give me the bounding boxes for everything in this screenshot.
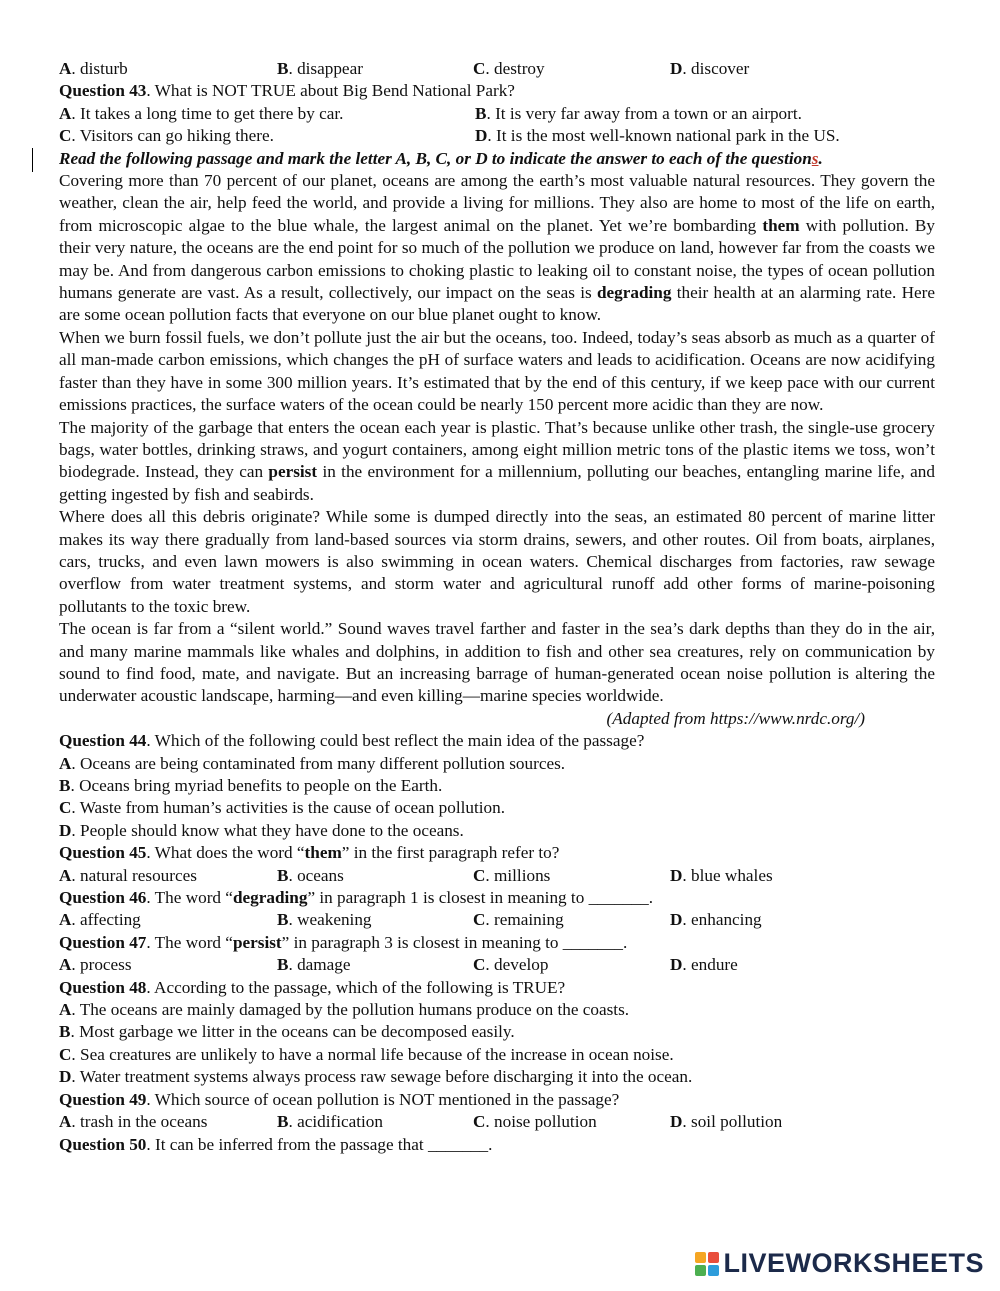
q42-option-b[interactable]: B. disappear [277, 59, 363, 78]
q50-question: Question 50. It can be inferred from the passage that _______. [59, 1134, 493, 1154]
q43-option-b[interactable]: B. It is very far away from a town or an airport. [475, 103, 802, 123]
q49-options [59, 1111, 935, 1133]
q45-option-a[interactable]: A. natural resources [59, 865, 197, 885]
q43-options-row2 [59, 125, 935, 147]
passage-paragraph-1: Covering more than 70 percent of our planet, oceans are among the earth’s most valuable natural resources. They govern the weather, clean the air, help feed the world, and provide a living for millions. They also are home to most of the life on earth, from microscopic algae to the blue whale, the largest animal on the planet. Yet we’re bombarding them with pollution. By their very nature, the oceans are the end point for so much of the pollution we produce on land, however far from the coasts we may be. And from dangerous carbon emissions to choking plastic to leaking oil to constant noise, the types of ocean pollution humans generate are vast. As a result, collectively, our impact on the seas is degrading their health at an alarming rate. Here are some ocean pollution facts that everyone on our blue planet ought to know. [59, 171, 935, 325]
passage-paragraph-4: Where does all this debris originate? While some is dumped directly into the seas, an estimated 80 percent of marine litter makes its way there gradually from land-based sources via storm drains, sewers, and other routes. Oil from boats, airplanes, cars, trucks, and even lawn mowers is also swimming in ocean waters. Chemical discharges from factories, raw sewage overflow from water treatment systems, and storm water and agricultural runoff add other forms of marine-poisoning pollutants to the toxic brew. [59, 507, 935, 616]
q45-options [59, 865, 935, 887]
q47-option-a[interactable]: A. process [59, 955, 132, 975]
q47-option-d[interactable]: D. endure [670, 955, 738, 975]
q42-option-d[interactable]: D. discover [670, 59, 750, 78]
q48-option-c[interactable]: C. Sea creatures are unlikely to have a normal life because of the increase in ocean noise. [59, 1044, 674, 1064]
q45-question: Question 45. What does the word “them” in the first paragraph refer to? [59, 843, 560, 863]
q44-question: Question 44. Which of the following could best reflect the main idea of the passage? [59, 731, 645, 751]
q48-option-a[interactable]: A. The oceans are mainly damaged by the pollution humans produce on the coasts. [59, 1000, 630, 1020]
q44-option-b[interactable]: B. Oceans bring myriad benefits to people on the Earth. [59, 776, 443, 795]
q42-option-c[interactable]: C. destroy [473, 59, 545, 78]
q43-options-row1 [59, 103, 935, 125]
q47-option-b[interactable]: B. damage [277, 955, 351, 975]
liveworksheets-wordmark: LIVEWORKSHEETS [723, 1248, 984, 1278]
logo-square-1 [695, 1252, 706, 1263]
logo-square-4 [708, 1265, 719, 1276]
q44-option-c[interactable]: C. Waste from human’s activities is the cause of ocean pollution. [59, 798, 506, 818]
logo-square-2 [708, 1252, 719, 1263]
liveworksheets-icon [695, 1252, 719, 1276]
passage-source: (Adapted from https://www.nrdc.org/) [606, 708, 865, 728]
bold-word-degrading: degrading [596, 283, 672, 303]
liveworksheets-logo[interactable] [695, 1248, 984, 1279]
q42-options [59, 58, 935, 80]
q43-question: Question 43. What is NOT TRUE about Big Bend National Park? [59, 81, 515, 101]
q42-option-a[interactable]: A. disturb [59, 59, 128, 78]
q49-question: Question 49. Which source of ocean pollution is NOT mentioned in the passage? [59, 1089, 620, 1109]
q48-option-d[interactable]: D. Water treatment systems always process raw sewage before discharging it into the ocean. [59, 1067, 693, 1087]
q49-option-d[interactable]: D. soil pollution [670, 1112, 783, 1132]
passage-paragraph-2: When we burn fossil fuels, we don’t pollute just the air but the oceans, too. Indeed, today’s seas absorb as much as a quarter of all man-made carbon emissions, which changes the pH of surface waters and leads to acidification. Oceans are now acidifying faster than they have in some 300 million years. It’s estimated that by the end of this century, if we keep pace with our current emissions practices, the surface waters of the ocean could be nearly 150 percent more acidic than they are now. [59, 327, 935, 415]
q46-option-c[interactable]: C. remaining [473, 910, 564, 930]
q45-option-d[interactable]: D. blue whales [670, 865, 773, 885]
q44-option-a[interactable]: A. Oceans are being contaminated from many different pollution sources. [59, 753, 566, 773]
q47-option-c[interactable]: C. develop [473, 955, 549, 975]
q48-question: Question 48. According to the passage, which of the following is TRUE? [59, 977, 566, 997]
q47-question: Question 47. The word “persist” in paragraph 3 is closest in meaning to _______. [59, 932, 628, 952]
q45-option-b[interactable]: B. oceans [277, 865, 344, 885]
bold-word-them: them [762, 215, 800, 235]
q45-option-c[interactable]: C. millions [473, 865, 551, 885]
highlighted-letter: s [811, 148, 819, 168]
logo-square-3 [695, 1265, 706, 1276]
worksheet-page [59, 58, 935, 1156]
q47-options [59, 954, 935, 976]
text-cursor [32, 148, 33, 172]
reading-instruction: Read the following passage and mark the letter A, B, C, or D to indicate the answer to each of the questions. [59, 148, 823, 168]
q46-options [59, 909, 935, 931]
q43-option-a[interactable]: A. It takes a long time to get there by car. [59, 103, 344, 123]
q46-option-d[interactable]: D. enhancing [670, 910, 762, 930]
q46-option-a[interactable]: A. affecting [59, 910, 141, 930]
q43-option-d[interactable]: D. It is the most well-known national park in the US. [475, 126, 840, 146]
bold-word-persist: persist [268, 462, 318, 482]
q49-option-c[interactable]: C. noise pollution [473, 1112, 597, 1132]
q48-option-b[interactable]: B. Most garbage we litter in the oceans can be decomposed easily. [59, 1022, 515, 1042]
q44-option-d[interactable]: D. People should know what they have done to the oceans. [59, 820, 464, 840]
q43-option-c[interactable]: C. Visitors can go hiking there. [59, 126, 274, 146]
q49-option-b[interactable]: B. acidification [277, 1112, 383, 1132]
q49-option-a[interactable]: A. trash in the oceans [59, 1112, 208, 1132]
q46-option-b[interactable]: B. weakening [277, 910, 372, 930]
passage-paragraph-3: The majority of the garbage that enters the ocean each year is plastic. That’s because unlike other trash, the single-use grocery bags, water bottles, drinking straws, and yogurt containers, among eight million metric tons of the plastic items we toss, won’t biodegrade. Instead, they can persist in the environment for a millennium, polluting our beaches, entangling marine life, and getting ingested by fish and seabirds. [59, 417, 935, 504]
q46-question: Question 46. The word “degrading” in paragraph 1 is closest in meaning to _______. [59, 888, 654, 908]
passage-paragraph-5: The ocean is far from a “silent world.” Sound waves travel farther and faster in the sea’s dark depths than they do in the air, and many marine mammals like whales and dolphins, in addition to fish and other sea creatures, rely on communication by sound to find food, mate, and navigate. But an increasing barrage of human-generated ocean noise pollution is altering the underwater acoustic landscape, harming—and even killing—marine species worldwide. [59, 619, 935, 706]
